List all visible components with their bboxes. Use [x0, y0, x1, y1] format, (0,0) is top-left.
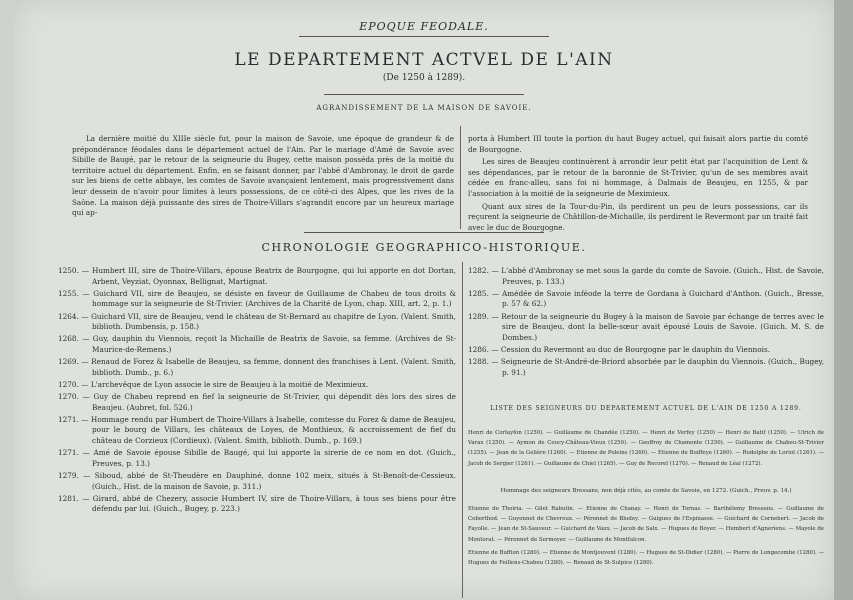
column-divider — [460, 126, 461, 229]
epoque-heading: EPOQUE FEODALE. — [359, 20, 489, 33]
chronologie-entry: 1285. — Amédée de Savoie inféode la terre de Gordana à Guichard d'Anthon. (Guich., Bresse, p. 57 & 62.) — [468, 288, 824, 309]
chronologie-entry: 1269. — Renaud de Forez & Isabelle de Beaujeu, sa femme, donnent des franchises à Lent. (Valent. Smith, biblioth. Dumb., p. 6.) — [58, 357, 456, 377]
intro-paragraph: porta à Humbert III toute la portion du haut Bugey actuel, qui faisait alors partie du comté de Bourgogne. — [468, 134, 808, 154]
document-page — [14, 0, 834, 600]
chronologie-entry: 1288. — Seigneurie de St-André-de-Briord absorbée par le dauphin du Viennois. (Guich., Bugey, p. 91.) — [468, 357, 824, 377]
column-divider — [462, 262, 463, 598]
divider — [324, 94, 524, 95]
intro-right — [468, 134, 808, 235]
chronologie-entry: 1271. — Hommage rendu par Humbert de Thoire-Villars à Isabelle, comtesse du Forez & dame de Beaujeu, pour le bourg de Villars, les châteaux de Loyes, de Monthieux, & accroissement de fief du château de Corzieux (Cordieux). (Valent. Smith, biblioth. Dumb., p. 169.) — [58, 414, 456, 446]
chronologie-entry: 1282. — L'abbé d'Ambronay se met sous la garde du comte de Savoie. (Guich., Hist. de Savoie, Preuves, p. 133.) — [468, 266, 824, 286]
seigneurs-paragraph: Etienne de Thoiria. — Gilet Rabutin. — Etienne de Chanay. — Henri de Tornas. — Barthélemy Bressens. — Guillaume de Coberthod. — Guyonnet de Chevroux. — Péronnet de Bludey. — Guigues de l'Espinasse. — Guichard de Cornebert. — Jacob de Fayolle. — Jean de St-Sauveur. — Guichard de Vaux. — Jacob de Salx. — Hugues de Boyer. — Humbert d'Agneriens. — Mayole de Montorat. — Péronnet de Sermoyer. — Guillaume de Montfalcon. — [468, 506, 824, 543]
chronologie-entry: 1279. — Siboud, abbé de St-Theudère en Dauphiné, donne 102 meix, situés à St-Benoît-de-Cessieux. (Guich., Hist. de la maison de Savoie, p. 311.) — [58, 471, 456, 491]
intro-left — [72, 134, 454, 221]
intro-paragraph: Les sires de Beaujeu continuèrent à arrondir leur petit état par l'acquisition de Lent & ses dépendances, par le retour de la baronnie de St-Trivier, qu'un de ses membres avait cédée en franc-alleu, sans foi ni hommage, à Dalmais de Beaujeu, en 1255, & par l'association à la moitié de la seigneurie de Meximieux. — [468, 157, 808, 198]
chronologie-entry: 1270. — Guy de Chabeu reprend en fief la seigneurie de St-Trivier, qui dépendit dès lors des sires de Beaujeu. (Aubret, fol. 526.) — [58, 392, 456, 412]
divider — [304, 232, 544, 233]
page-title: LE DEPARTEMENT ACTVEL DE L'AIN — [234, 50, 614, 70]
hommage-heading: Hommage des seigneurs Bressans, non déjà cités, au comte de Savoie, en 1272. (Guich., Preuv. p. 14.) — [500, 488, 792, 494]
chronologie-entry: 1289. — Retour de la seigneurie du Bugey à la maison de Savoie par échange de terres avec le sire de Beaujeu, dont la belle-sœur avait épousé Louis de Savoie. (Guich. M. S. de Dombes.) — [468, 311, 824, 342]
liste-seigneurs — [468, 428, 824, 472]
page-edge — [834, 0, 853, 600]
date-range: (De 1250 à 1289). — [382, 73, 466, 83]
chronologie-entry: 1286. — Cession du Revermont au duc de Bourgogne par le dauphin du Viennois. — [468, 344, 771, 354]
chronologie-entry: 1268. — Guy, dauphin du Viennois, reçoit la Michaille de Beatrix de Savoie, sa femme. (Archives de St-Maurice-de-Remens.) — [58, 334, 456, 354]
chronologie-entry: 1264. — Guichard VII, sire de Beaujeu, vend le château de St-Bernard au chapitre de Lyon. (Valent. Smith, biblioth. Dumbensis, p. 158.) — [58, 311, 456, 332]
seigneurs-paragraph: Etienne de Buffion (1280). — Etienne de Montjouvent (1280). — Hugues de St-Didier (1280). — Pierre de Longecombe (1280). — Hugues de Feillens-Chabeu (1280). — Renaud de St-Sulpice (1280). — [468, 549, 824, 567]
chronologie-entry: 1270. — L'archevêque de Lyon associe le sire de Beaujeu à la moitié de Meximieux. — [58, 379, 369, 389]
chronologie-entry: 1250. — Humbert III, sire de Thoire-Villars, épouse Beatrix de Bourgogne, qui lui apporte en dot Dortan, Arbent, Veyziat, Oyonnax, Bellignat, Martignat. — [58, 266, 456, 286]
section-subtitle: AGRANDISSEMENT DE LA MAISON DE SAVOIE. — [316, 104, 532, 112]
chronologie-entry: 1271. — Amé de Savoie épouse Sibille de Baugé, qui lui apporte la sirerie de ce nom en dot. (Guich., Preuves, p. 13.) — [58, 448, 456, 468]
chronologie-entry: 1281. — Girard, abbé de Chezery, associe Humbert IV, sire de Thoire-Villars, à tous ses biens pour être défendu par lui. (Guich., Bugey, p. 223.) — [58, 493, 456, 514]
chronologie-heading: CHRONOLOGIE GEOGRAPHICO-HISTORIQUE. — [261, 241, 587, 254]
chronologie-entry: 1255. — Guichard VII, sire de Beaujeu, se désiste en faveur de Guillaume de Chabeu de tous droits & hommage sur la seigneurie de St-Trivier. (Archives de la Charité de Lyon, chap. XIII, art. 2, p. 1.) — [58, 288, 456, 309]
liste-heading: LISTE DES SEIGNEURS DU DEPARTEMENT ACTUEL DE L'AIN DE 1250 A 1289. — [490, 405, 802, 412]
intro-paragraph: La dernière moitié du XIIIe siècle fut, pour la maison de Savoie, une époque de grandeur & de prépondérance féodales dans le département actuel de l'Ain. Par le mariage d'Amé de Savoie avec Sibille de Baugé, par le retour de la seigneurie du Bugey, cette maison posséda près de la moitié du territoire actuel du département. Enfin, en se faisant donner, par l'abbé d'Ambronay, le droit de garde sur les biens de cette abbaye, les comtes de Savoie avançaient lentement, mais progressivement dans leur dessein de n'avoir pour limites à leurs possessions, de ce côté-ci des Alpes, que les rives de la Saône. La maison déjà puissante des sires de Thoire-Villars s'agrandit encore par un heureux mariage qui ap- — [72, 134, 454, 218]
intro-paragraph: Quant aux sires de la Tour-du-Pin, ils perdirent un peu de leurs possessions, car ils reçurent la seigneurie de Châtillon-de-Michaille, ils perdirent le Revermont par un traité fait avec le duc de Bourgogne. — [468, 201, 808, 232]
seigneurs-paragraph: Henri de Corlayfon (1250). — Guillaume de Chandée (1250). — Henri de Verfey (1250) — Henri de Batif (1250). — Ulrich de Varax (1250). — Aymon de Coucy-Château-Vieux (1250). — Geoffroy de Chamonte (1250). — Guillaume de Chabeu-St-Trivier (1255). — Jean de la Gelière (1260). — Etienne de Poleins (1260). — Etienne de Buiffeye (1260). — Rodolphe de Loriot (1261). — Jacob de Sergier (1261). — Guillaume de Chiel (1265). — Guy de Recorel (1270). — Renaud de Léal (1272). — [468, 430, 824, 467]
chronologie-right — [468, 266, 824, 380]
divider — [299, 36, 549, 37]
liste-hommage — [468, 504, 824, 571]
chronologie-left — [58, 266, 456, 517]
